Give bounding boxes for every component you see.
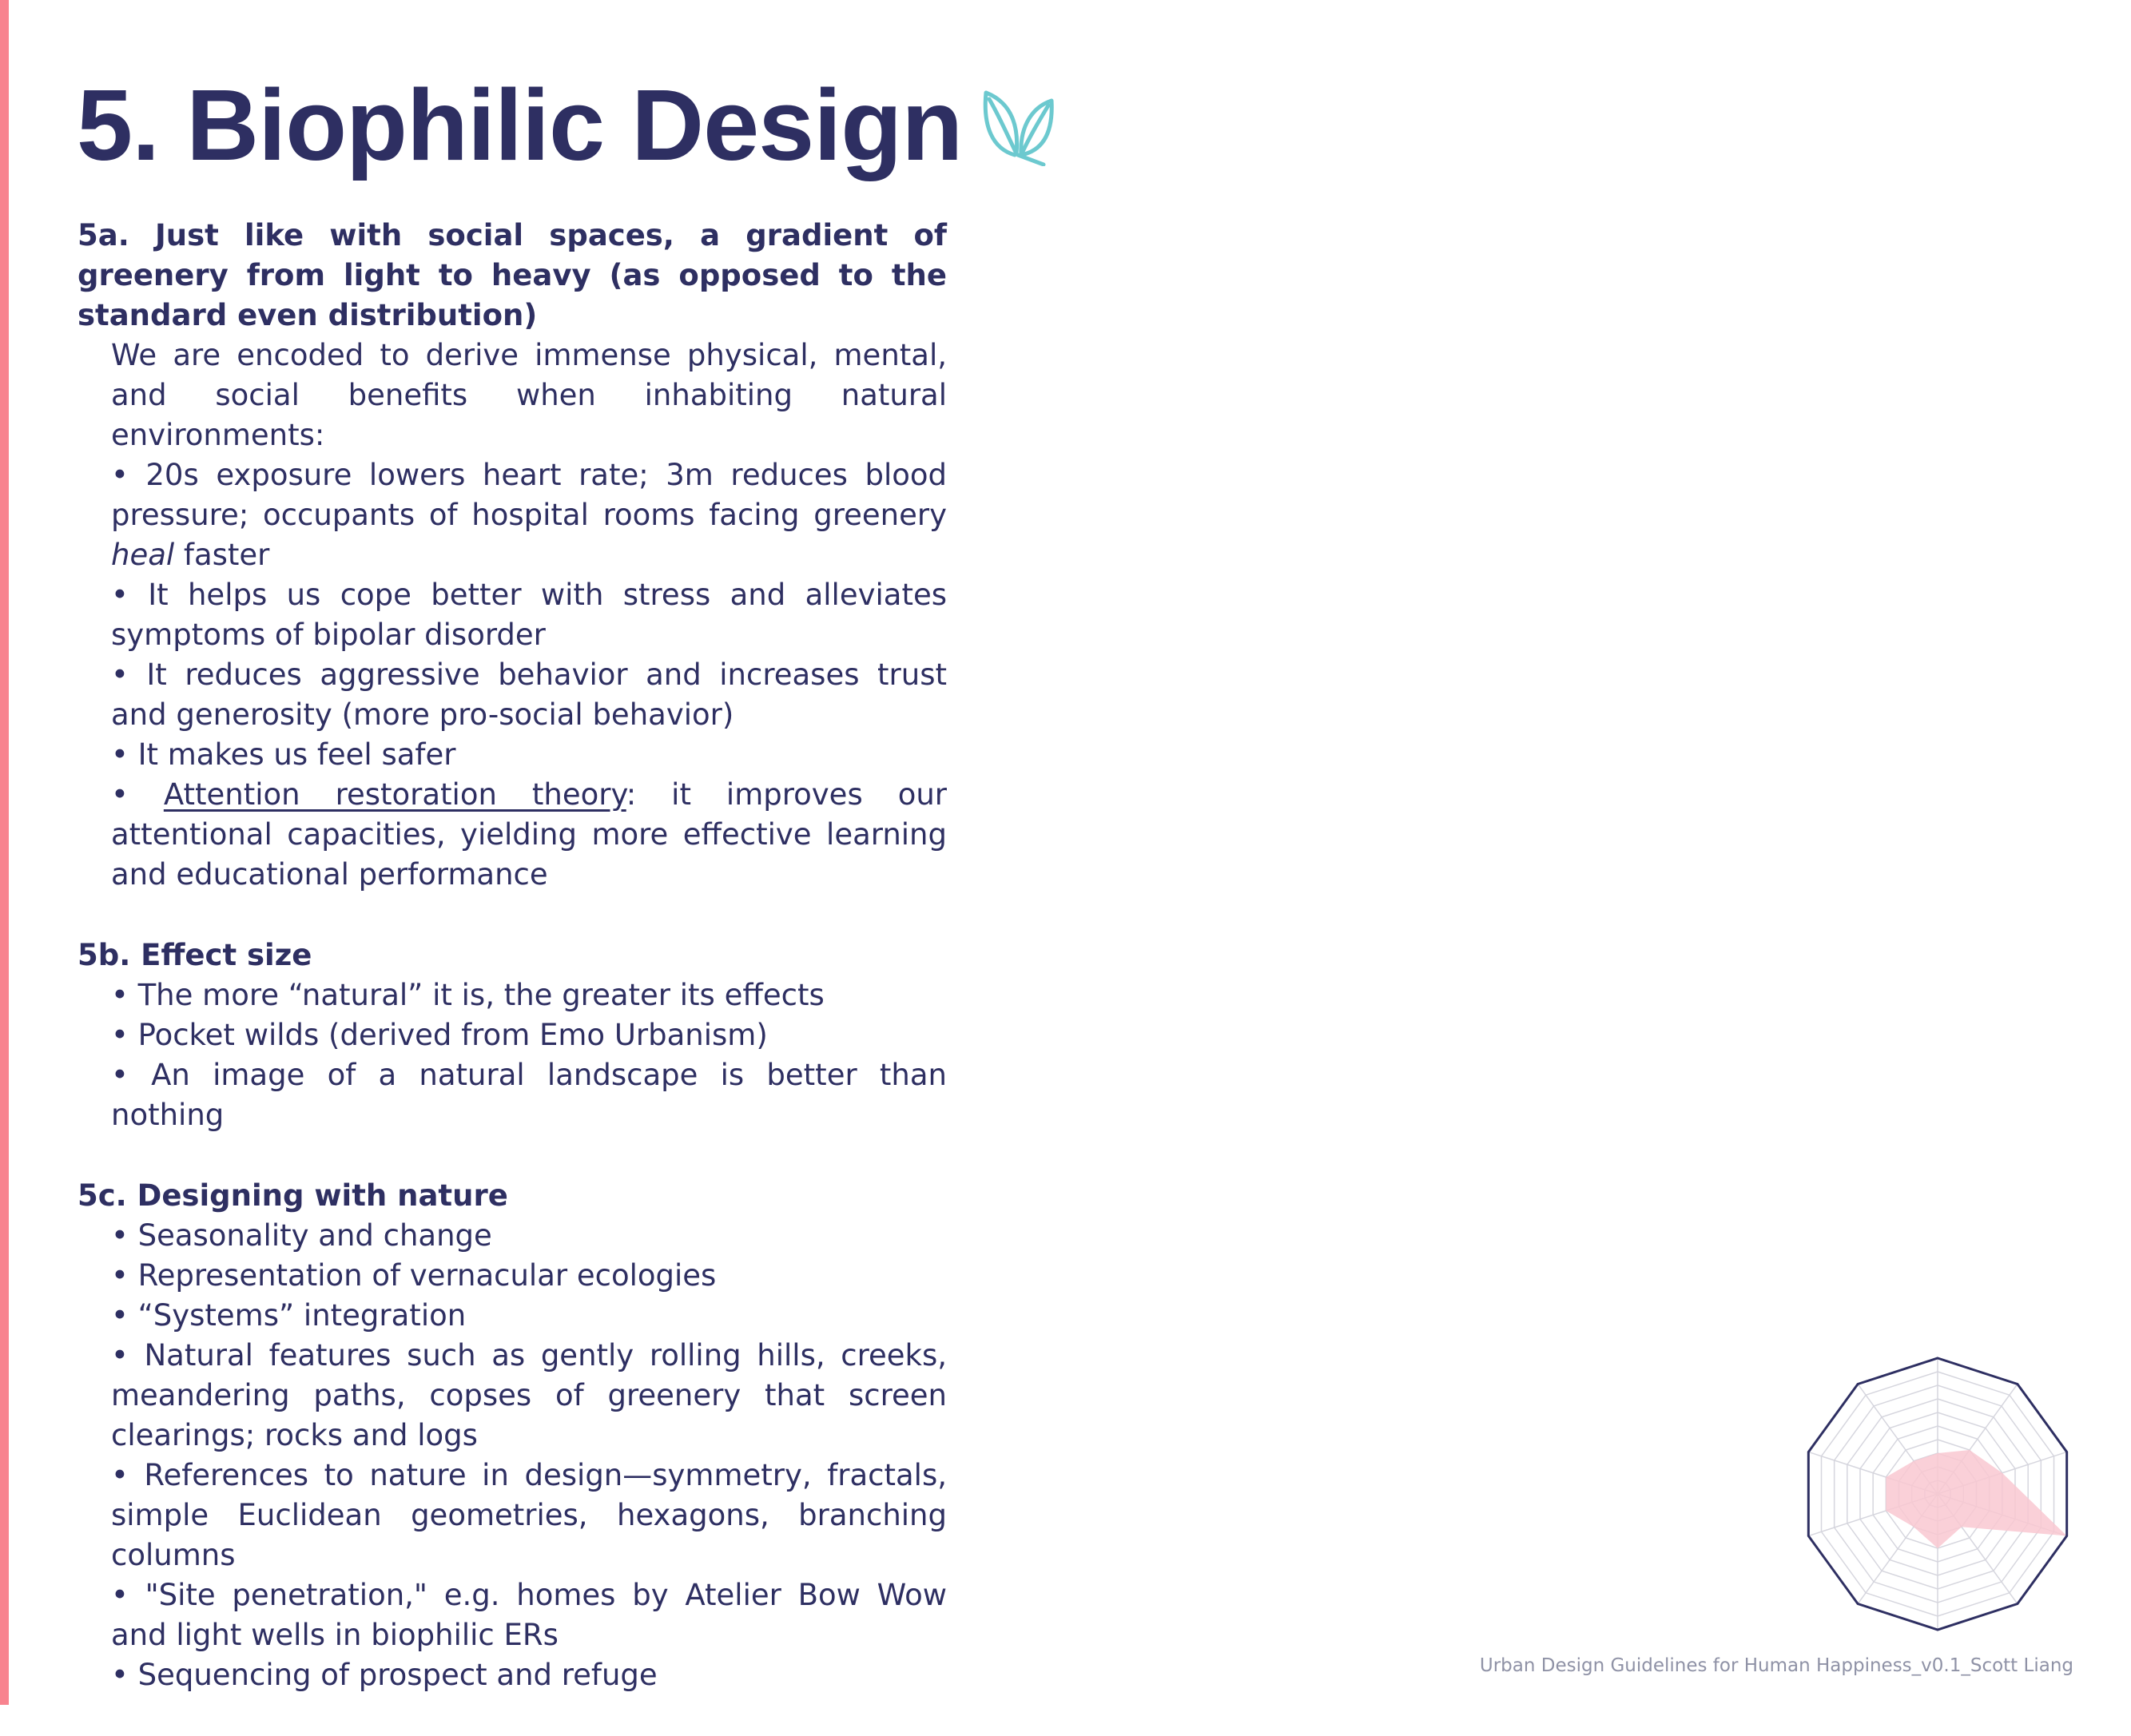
list-item: • Sequencing of prospect and refuge [111, 1658, 658, 1692]
list-item: • It reduces aggressive behavior and increases trust and generosity (more pro-social behavior) [111, 657, 947, 732]
list-item: • Attention restoration theory: it improves our attentional capacities, yielding more effective learning and educational performance [111, 777, 948, 892]
leaf-icon [980, 86, 1056, 166]
accent-bar [0, 0, 9, 1705]
list-item: • “Systems” integration [111, 1298, 467, 1333]
attention-restoration-link[interactable]: Attention restoration theory [163, 777, 626, 812]
list-item: • 20s exposure lowers heart rate; 3m reduces blood pressure; occupants of hospital rooms facing greenery heal faster [111, 458, 947, 572]
list-item: • "Site penetration," e.g. homes by Atelier Bow Wow and light wells in biophilic ERs [111, 1578, 947, 1652]
list-item: • An image of a natural landscape is better than nothing [111, 1058, 947, 1132]
section-heading: 5a. Just like with social spaces, a gradient of greenery from light to heavy (as opposed to the standard even distribution) [78, 218, 947, 332]
footer-text: Urban Design Guidelines for Human Happiness_v0.1_Scott Liang [1479, 1655, 2073, 1676]
list-item: • The more “natural” it is, the greater its effects [111, 978, 825, 1012]
list-item: • Seasonality and change [111, 1218, 492, 1253]
section-5c [78, 1176, 947, 1695]
page-title: 5. Biophilic Design [77, 69, 963, 181]
section-5b [78, 936, 947, 1135]
content [78, 216, 947, 1736]
list-item: • It makes us feel safer [111, 737, 456, 772]
list-item: • Natural features such as gently rolling hills, creeks, meandering paths, copses of greenery that screen clearings; rocks and logs [111, 1338, 947, 1452]
list-item: • Representation of vernacular ecologies [111, 1258, 717, 1293]
radar-data-area [1886, 1450, 2066, 1548]
intro-text: We are encoded to derive immense physical, mental, and social benefits when inhabiting natural environments: [111, 338, 947, 452]
section-5a [78, 216, 947, 895]
section-heading: 5c. Designing with nature [78, 1178, 508, 1213]
radar-chart [1798, 1350, 2077, 1638]
list-item: • Pocket wilds (derived from Emo Urbanism) [111, 1018, 768, 1052]
list-item: • It helps us cope better with stress and alleviates symptoms of bipolar disorder [111, 578, 947, 652]
list-item: • References to nature in design—symmetry, fractals, simple Euclidean geometries, hexagons, branching columns [111, 1458, 947, 1572]
section-heading: 5b. Effect size [78, 938, 312, 972]
